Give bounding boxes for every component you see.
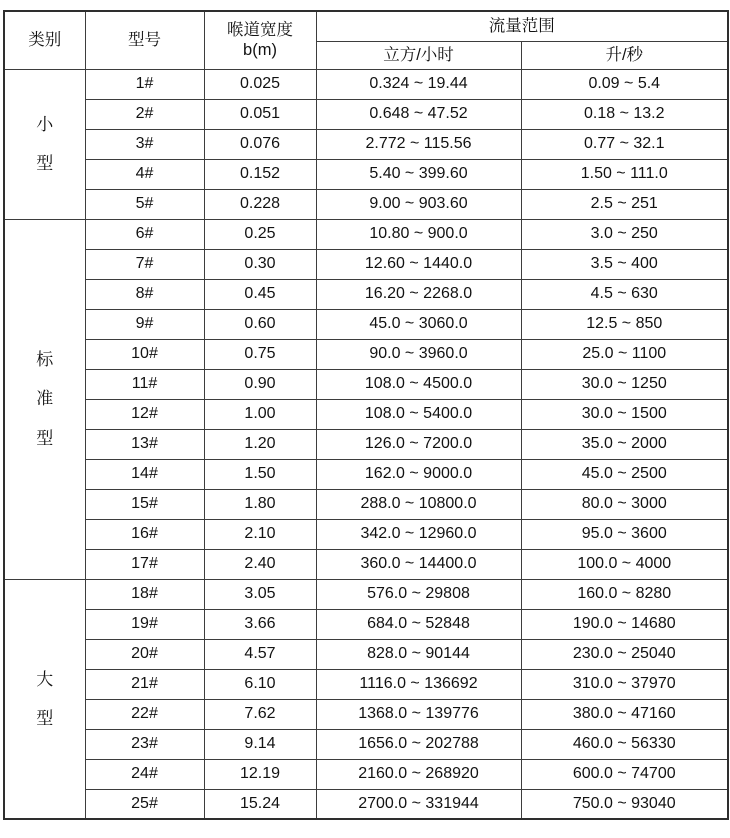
table-row bbox=[4, 219, 728, 249]
model-cell: 23# bbox=[85, 729, 204, 759]
throat-width-cell: 7.62 bbox=[204, 699, 316, 729]
table-row bbox=[4, 789, 728, 819]
liters-range-cell: 2.5 ~ 251 bbox=[521, 189, 728, 219]
throat-width-cell: 0.228 bbox=[204, 189, 316, 219]
category-char: 大 bbox=[36, 669, 54, 689]
cubic-range-cell: 16.20 ~ 2268.0 bbox=[316, 279, 521, 309]
model-cell: 6# bbox=[85, 219, 204, 249]
header-throat-width bbox=[204, 11, 316, 69]
table-row bbox=[4, 249, 728, 279]
cubic-range-cell: 684.0 ~ 52848 bbox=[316, 609, 521, 639]
liters-range-cell: 3.0 ~ 250 bbox=[521, 219, 728, 249]
table-row bbox=[4, 159, 728, 189]
liters-range-cell: 4.5 ~ 630 bbox=[521, 279, 728, 309]
header-cubic-per-hour: 立方/小时 bbox=[316, 41, 521, 69]
liters-range-cell: 190.0 ~ 14680 bbox=[521, 609, 728, 639]
cubic-range-cell: 1116.0 ~ 136692 bbox=[316, 669, 521, 699]
cubic-range-cell: 1656.0 ~ 202788 bbox=[316, 729, 521, 759]
throat-width-cell: 0.152 bbox=[204, 159, 316, 189]
model-cell: 20# bbox=[85, 639, 204, 669]
liters-range-cell: 230.0 ~ 25040 bbox=[521, 639, 728, 669]
liters-range-cell: 45.0 ~ 2500 bbox=[521, 459, 728, 489]
table-row bbox=[4, 459, 728, 489]
spec-table bbox=[3, 10, 729, 820]
category-cell bbox=[4, 69, 85, 219]
throat-width-cell: 3.05 bbox=[204, 579, 316, 609]
model-cell: 10# bbox=[85, 339, 204, 369]
cubic-range-cell: 126.0 ~ 7200.0 bbox=[316, 429, 521, 459]
throat-width-cell: 1.50 bbox=[204, 459, 316, 489]
liters-range-cell: 460.0 ~ 56330 bbox=[521, 729, 728, 759]
cubic-range-cell: 1368.0 ~ 139776 bbox=[316, 699, 521, 729]
cubic-range-cell: 576.0 ~ 29808 bbox=[316, 579, 521, 609]
throat-width-cell: 9.14 bbox=[204, 729, 316, 759]
throat-width-cell: 3.66 bbox=[204, 609, 316, 639]
model-cell: 24# bbox=[85, 759, 204, 789]
cubic-range-cell: 162.0 ~ 9000.0 bbox=[316, 459, 521, 489]
category-char: 型 bbox=[36, 428, 54, 448]
model-cell: 11# bbox=[85, 369, 204, 399]
liters-range-cell: 80.0 ~ 3000 bbox=[521, 489, 728, 519]
table-row bbox=[4, 189, 728, 219]
category-char: 型 bbox=[36, 708, 54, 728]
table-row bbox=[4, 489, 728, 519]
model-cell: 25# bbox=[85, 789, 204, 819]
cubic-range-cell: 828.0 ~ 90144 bbox=[316, 639, 521, 669]
liters-range-cell: 0.09 ~ 5.4 bbox=[521, 69, 728, 99]
throat-width-cell: 1.20 bbox=[204, 429, 316, 459]
model-cell: 17# bbox=[85, 549, 204, 579]
cubic-range-cell: 2160.0 ~ 268920 bbox=[316, 759, 521, 789]
throat-width-cell: 2.40 bbox=[204, 549, 316, 579]
throat-width-cell: 0.45 bbox=[204, 279, 316, 309]
table-row bbox=[4, 279, 728, 309]
model-cell: 22# bbox=[85, 699, 204, 729]
table-row bbox=[4, 729, 728, 759]
model-cell: 3# bbox=[85, 129, 204, 159]
cubic-range-cell: 2700.0 ~ 331944 bbox=[316, 789, 521, 819]
liters-range-cell: 3.5 ~ 400 bbox=[521, 249, 728, 279]
header-throat-width-line2: b(m) bbox=[243, 41, 277, 60]
throat-width-cell: 2.10 bbox=[204, 519, 316, 549]
category-char: 小 bbox=[36, 114, 54, 134]
model-cell: 9# bbox=[85, 309, 204, 339]
throat-width-cell: 1.80 bbox=[204, 489, 316, 519]
table-row bbox=[4, 639, 728, 669]
model-cell: 1# bbox=[85, 69, 204, 99]
liters-range-cell: 750.0 ~ 93040 bbox=[521, 789, 728, 819]
category-char: 型 bbox=[36, 154, 54, 173]
liters-range-cell: 35.0 ~ 2000 bbox=[521, 429, 728, 459]
table-row bbox=[4, 699, 728, 729]
throat-width-cell: 12.19 bbox=[204, 759, 316, 789]
cubic-range-cell: 360.0 ~ 14400.0 bbox=[316, 549, 521, 579]
category-cell bbox=[4, 579, 85, 819]
cubic-range-cell: 90.0 ~ 3960.0 bbox=[316, 339, 521, 369]
liters-range-cell: 310.0 ~ 37970 bbox=[521, 669, 728, 699]
model-cell: 8# bbox=[85, 279, 204, 309]
throat-width-cell: 0.076 bbox=[204, 129, 316, 159]
throat-width-cell: 1.00 bbox=[204, 399, 316, 429]
model-cell: 7# bbox=[85, 249, 204, 279]
model-cell: 5# bbox=[85, 189, 204, 219]
cubic-range-cell: 288.0 ~ 10800.0 bbox=[316, 489, 521, 519]
throat-width-cell: 0.75 bbox=[204, 339, 316, 369]
liters-range-cell: 12.5 ~ 850 bbox=[521, 309, 728, 339]
model-cell: 18# bbox=[85, 579, 204, 609]
table-row bbox=[4, 579, 728, 609]
model-cell: 13# bbox=[85, 429, 204, 459]
liters-range-cell: 0.18 ~ 13.2 bbox=[521, 99, 728, 129]
cubic-range-cell: 0.324 ~ 19.44 bbox=[316, 69, 521, 99]
throat-width-cell: 0.60 bbox=[204, 309, 316, 339]
liters-range-cell: 1.50 ~ 111.0 bbox=[521, 159, 728, 189]
table-row bbox=[4, 429, 728, 459]
cubic-range-cell: 5.40 ~ 399.60 bbox=[316, 159, 521, 189]
header-model: 型号 bbox=[85, 11, 204, 69]
throat-width-cell: 0.90 bbox=[204, 369, 316, 399]
table-row bbox=[4, 519, 728, 549]
liters-range-cell: 30.0 ~ 1250 bbox=[521, 369, 728, 399]
category-char: 标 bbox=[36, 350, 54, 370]
throat-width-cell: 0.25 bbox=[204, 219, 316, 249]
header-flow-range: 流量范围 bbox=[316, 11, 728, 41]
throat-width-cell: 6.10 bbox=[204, 669, 316, 699]
cubic-range-cell: 342.0 ~ 12960.0 bbox=[316, 519, 521, 549]
model-cell: 16# bbox=[85, 519, 204, 549]
table-row bbox=[4, 669, 728, 699]
table-row bbox=[4, 759, 728, 789]
throat-width-cell: 4.57 bbox=[204, 639, 316, 669]
header-throat-width-line1: 喉道宽度 bbox=[227, 20, 293, 39]
model-cell: 19# bbox=[85, 609, 204, 639]
table-row bbox=[4, 369, 728, 399]
liters-range-cell: 30.0 ~ 1500 bbox=[521, 399, 728, 429]
model-cell: 4# bbox=[85, 159, 204, 189]
cubic-range-cell: 0.648 ~ 47.52 bbox=[316, 99, 521, 129]
table-row bbox=[4, 129, 728, 159]
category-char: 准 bbox=[36, 389, 54, 409]
model-cell: 21# bbox=[85, 669, 204, 699]
cubic-range-cell: 12.60 ~ 1440.0 bbox=[316, 249, 521, 279]
cubic-range-cell: 9.00 ~ 903.60 bbox=[316, 189, 521, 219]
category-cell bbox=[4, 219, 85, 579]
cubic-range-cell: 108.0 ~ 5400.0 bbox=[316, 399, 521, 429]
liters-range-cell: 95.0 ~ 3600 bbox=[521, 519, 728, 549]
throat-width-cell: 0.051 bbox=[204, 99, 316, 129]
liters-range-cell: 160.0 ~ 8280 bbox=[521, 579, 728, 609]
model-cell: 12# bbox=[85, 399, 204, 429]
table-row bbox=[4, 69, 728, 99]
liters-range-cell: 600.0 ~ 74700 bbox=[521, 759, 728, 789]
throat-width-cell: 0.025 bbox=[204, 69, 316, 99]
model-cell: 15# bbox=[85, 489, 204, 519]
header-category: 类别 bbox=[4, 11, 85, 69]
cubic-range-cell: 2.772 ~ 115.56 bbox=[316, 129, 521, 159]
header-row-1 bbox=[4, 11, 728, 41]
model-cell: 2# bbox=[85, 99, 204, 129]
table-row bbox=[4, 549, 728, 579]
model-cell: 14# bbox=[85, 459, 204, 489]
liters-range-cell: 25.0 ~ 1100 bbox=[521, 339, 728, 369]
throat-width-cell: 0.30 bbox=[204, 249, 316, 279]
table-row bbox=[4, 609, 728, 639]
table-body bbox=[4, 69, 728, 819]
liters-range-cell: 100.0 ~ 4000 bbox=[521, 549, 728, 579]
table-header bbox=[4, 11, 728, 69]
table-row bbox=[4, 339, 728, 369]
header-liters-per-second: 升/秒 bbox=[521, 41, 728, 69]
throat-width-cell: 15.24 bbox=[204, 789, 316, 819]
table-row bbox=[4, 399, 728, 429]
cubic-range-cell: 108.0 ~ 4500.0 bbox=[316, 369, 521, 399]
liters-range-cell: 380.0 ~ 47160 bbox=[521, 699, 728, 729]
table-row bbox=[4, 99, 728, 129]
table-row bbox=[4, 309, 728, 339]
cubic-range-cell: 10.80 ~ 900.0 bbox=[316, 219, 521, 249]
cubic-range-cell: 45.0 ~ 3060.0 bbox=[316, 309, 521, 339]
liters-range-cell: 0.77 ~ 32.1 bbox=[521, 129, 728, 159]
